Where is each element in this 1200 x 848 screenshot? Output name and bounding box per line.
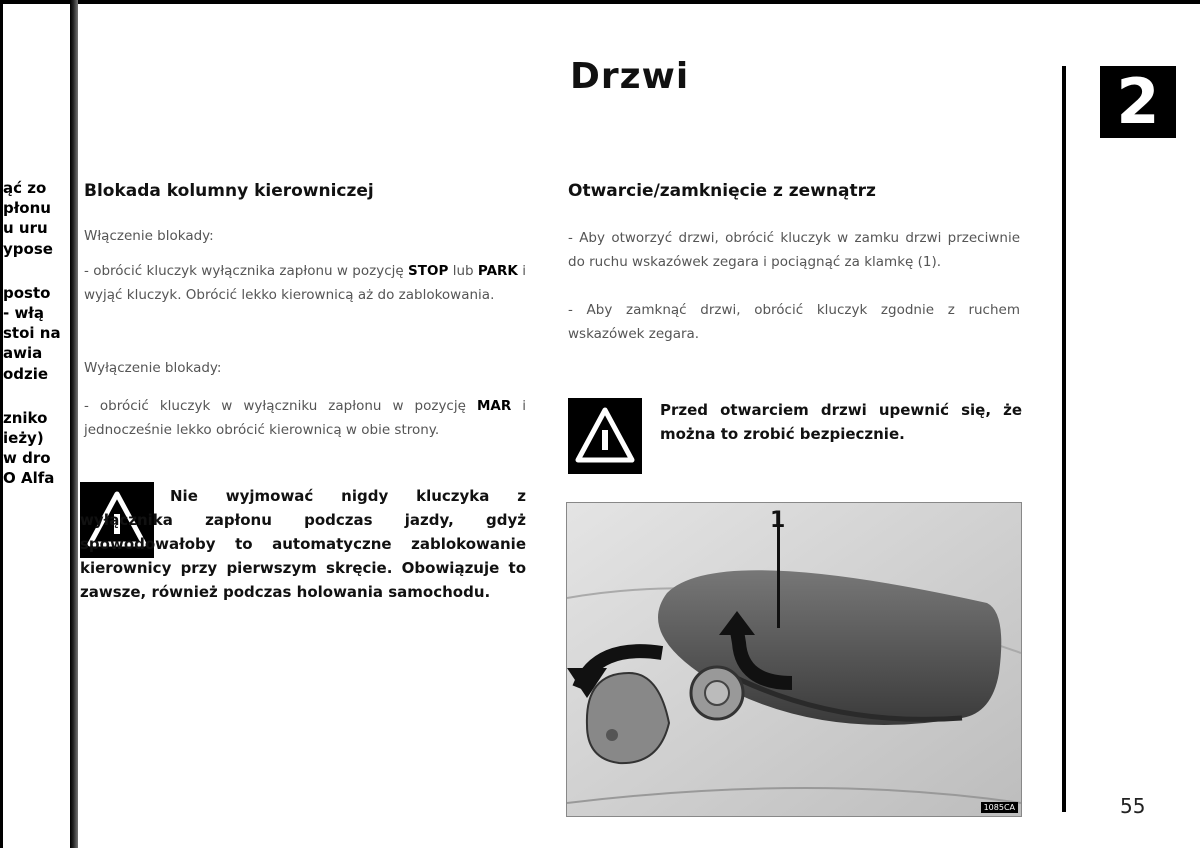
book-spine xyxy=(70,0,78,848)
door-open-heading: Otwarcie/zamknięcie z zewnątrz xyxy=(568,181,876,201)
unlock-step: - obrócić kluczyk w wyłączniku zapłonu w pozycję MAR i jednocześnie lekko obrócić kierownicą w obie strony. xyxy=(84,398,526,438)
warning-icon xyxy=(568,398,642,474)
page-number: 55 xyxy=(1120,794,1146,818)
door-open-text: - Aby otworzyć drzwi, obrócić kluczyk w zamku drzwi przeciwnie do ruchu wskazówek zegara i pociągnąć za klamkę (1). xyxy=(568,230,1020,270)
door-warning-text: Przed otwarciem drzwi upewnić się, że można to zrobić bezpiecznie. xyxy=(660,401,1022,443)
top-edge-bar xyxy=(0,0,1200,4)
figure-code: 1085CA xyxy=(981,802,1018,813)
door-close-text: - Aby zamknąć drzwi, obrócić kluczyk zgodnie z ruchem wskazówek zegara. xyxy=(568,302,1020,342)
page-title: Drzwi xyxy=(570,56,690,97)
lock-label: Włączenie blokady: xyxy=(84,228,214,244)
previous-page-fragment: ąć zo płonu u uru ypose posto - włą stoi na awia odzie zniko ieży) w dro O Alfa xyxy=(3,179,61,488)
figure-callout-1: 1 xyxy=(770,508,786,533)
steering-warning-text: Nie wyjmować nigdy kluczyka z wyłącznika zapłonu podczas jazdy, gdyż spowodowałoby to automatyczne zablokowanie kierownicy przy pierwszym skręcie. Obowiązuje to zawsze, również podczas holowania samochodu. xyxy=(80,487,526,601)
lock-step: - obrócić kluczyk wyłącznika zapłonu w pozycję STOP lub PARK i wyjąć kluczyk. Obrócić lekko kierownicą aż do zablokowania. xyxy=(84,263,526,303)
vertical-rule xyxy=(1062,66,1066,812)
chapter-badge: 2 xyxy=(1100,66,1176,138)
steering-lock-heading: Blokada kolumny kierowniczej xyxy=(84,181,374,201)
unlock-label: Wyłączenie blokady: xyxy=(84,360,222,376)
door-handle-drawing xyxy=(567,503,1021,816)
door-handle-illustration xyxy=(566,502,1022,817)
